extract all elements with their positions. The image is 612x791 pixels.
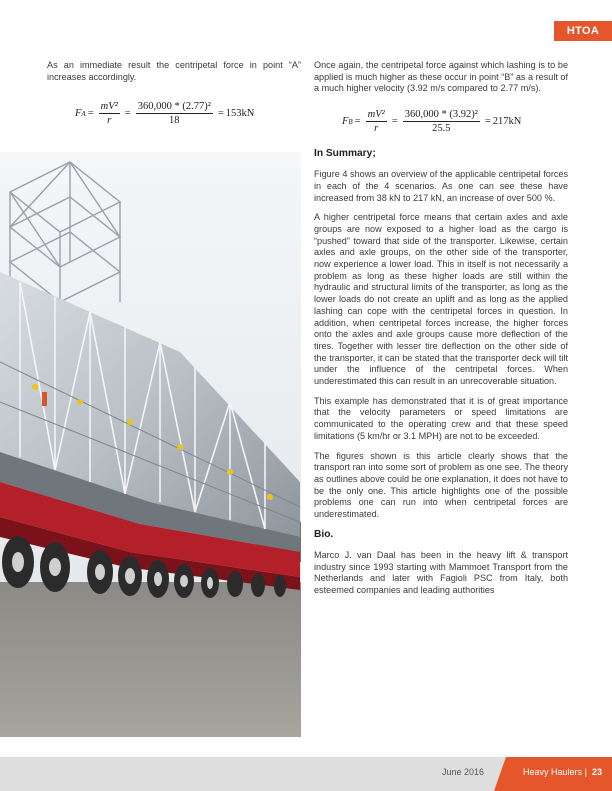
right-column <box>314 60 568 605</box>
formula-a-den1: r <box>107 115 112 127</box>
left-intro-paragraph: As an immediate result the centripetal force in point “A” increases accordingly. <box>47 60 301 82</box>
summary-paragraph-3: This example has demonstrated that it is of great importance that the velocity parameters or speed limitations are communicated to the operating crew and that these speed limitations (5 km/hr or 3.1 MPH) are not to be exceeded. <box>314 395 568 441</box>
formula-a-num1: mV² <box>100 101 118 113</box>
summary-paragraph-2: A higher centripetal force means that certain axles and axle groups are now exposed to a higher load as the cargo is “pushed” toward that side of the transporter. Likewise, certain axles and axle groups, on the other side of the transporter, now experience a lower load. This in itself is not necessarily a problem as long as these higher loads are still within the hydraulic and structural limits of the transporter, as long as the lower loads do not create an uplift and as long as the applied lashing can cope with the centripetal forces in question. In addition, when centripetal forces increase, the higher forces onto the axles and axle groups cause more deflection of the tires. Together with lesser tire deflection on the other side of the transporter, it can be stated that the transporter deck will tilt under the influence of the centripetal forces. When underestimated this can result in an unrecoverable situation. <box>314 212 568 387</box>
formula-a-den2: 18 <box>169 115 180 127</box>
formula-b-lhs-sub: B <box>348 117 353 126</box>
formula-a-fraction-1 <box>99 101 120 126</box>
formula-b-den2: 25.5 <box>432 123 451 135</box>
bio-heading: Bio. <box>314 528 334 540</box>
formula-b-num1: mV² <box>367 109 385 121</box>
formula-a-fraction-2 <box>136 101 213 126</box>
footer-issue-date: June 2016 <box>441 767 484 777</box>
summary-paragraph-4: The figures shown is this article clearly shows that the transport ran into some sort of problem as one see. The theory as outlines above could be one explanation, it does not have to be the only one. This article highlights one of the possible problems one can run into when centripetal forces are underestimated. <box>314 450 568 520</box>
formula-a-lhs: F <box>75 108 82 120</box>
formula-b-num2: 360,000 * (3.92)² <box>404 109 478 121</box>
tilted-module-transporter-illustration <box>0 152 301 737</box>
bio-paragraph: Marco J. van Daal has been in the heavy lift & transport industry since 1993 starting with Mammoet Transport from the Netherlands and later with Fagioli PSC from Italy, both esteemed companies and leading authorities <box>314 549 568 595</box>
formula-b-den1: r <box>374 123 379 135</box>
summary-paragraph-1: Figure 4 shows an overview of the applicable centripetal forces in each of the 4 scenarios. As one can see these have increased from 38 kN to 217 kN, an increase of over 500 %. <box>314 169 568 203</box>
formula-b-result: 217kN <box>492 116 522 128</box>
left-column <box>47 60 301 126</box>
page-number: 23 <box>591 767 602 777</box>
formula-b-fraction-1 <box>366 109 387 134</box>
formula-a-num2: 360,000 * (2.77)² <box>137 101 211 113</box>
section-tag: HTOA <box>554 21 612 41</box>
transport-photo <box>0 152 301 737</box>
formula-b-lhs: F <box>342 116 349 128</box>
formula-b-fraction-2 <box>403 109 480 134</box>
formula-a: F A = $\frac{\text{mV²}}{r}$ = $\frac{\text{360,000 * (2.77)²}}{18}$ = 153kN <box>75 101 255 127</box>
summary-heading: In Summary; <box>314 148 376 160</box>
footer-publication-name: Heavy Haulers <box>522 767 582 777</box>
formula-a-result: 153kN <box>225 108 255 120</box>
footer-separator: | <box>584 767 587 777</box>
right-intro-paragraph: Once again, the centripetal force against which lashing is to be applied is much higher as these occur in point “B” as a result of a much higher velocity (3.92 m/s compared to 2.77 m/s). <box>314 60 568 94</box>
formula-b: F B = $\frac{\text{mV²}}{r}$ = $\frac{\text{360,000 * (3.92)²}}{25.5}$ = 217kN <box>342 109 522 135</box>
formula-a-lhs-sub: A <box>81 109 86 118</box>
